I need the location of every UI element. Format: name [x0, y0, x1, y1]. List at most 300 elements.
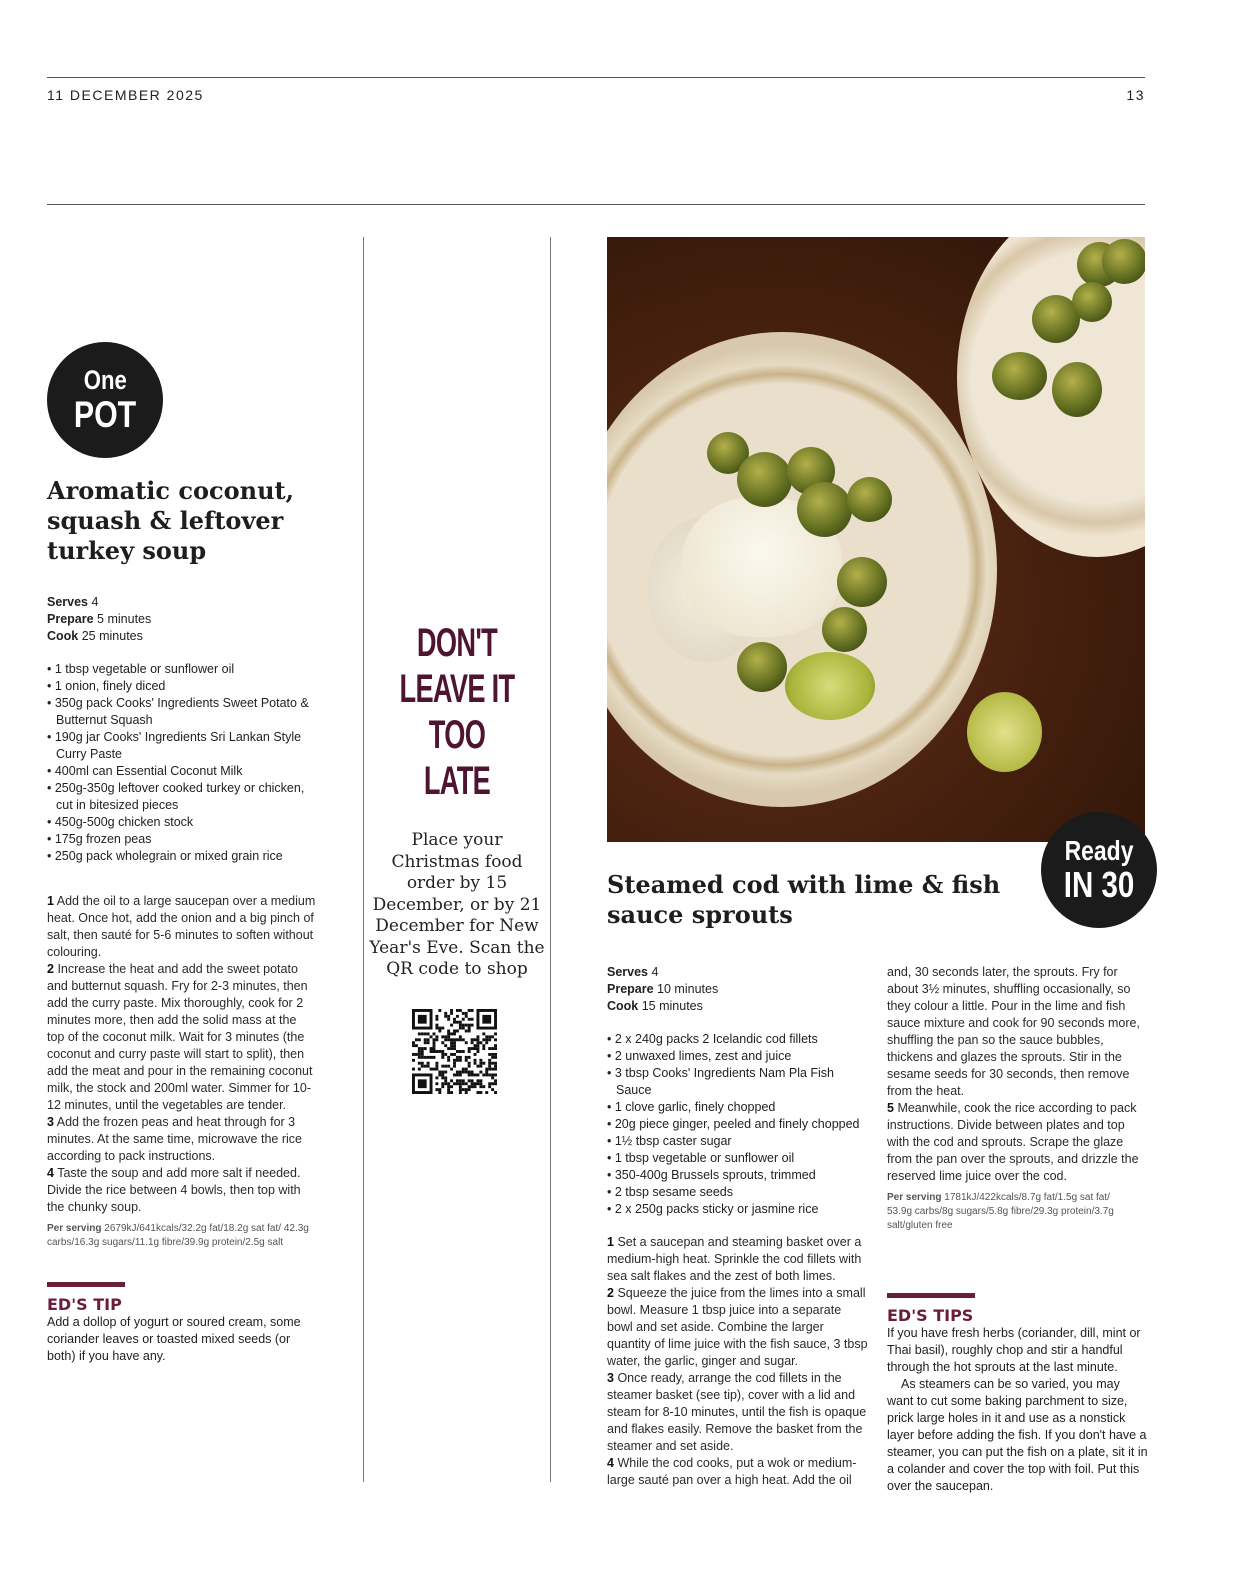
qr-module: [459, 1050, 462, 1053]
qr-module: [488, 1082, 491, 1085]
qr-module: [494, 1047, 497, 1050]
qr-module: [438, 1030, 441, 1033]
qr-module: [450, 1032, 453, 1035]
qr-module: [482, 1073, 485, 1076]
qr-module: [453, 1030, 456, 1033]
qr-module: [444, 1076, 447, 1079]
ingredient-item: • 20g piece ginger, peeled and finely chopped: [607, 1116, 869, 1133]
ingredient-item: • 1 onion, finely diced: [47, 678, 317, 695]
step-text: Set a saucepan and steaming basket over a medium-high heat. Sprinkle the cod fillets with sea salt flakes and the zest of both limes.: [607, 1235, 862, 1283]
ingredient-item: • 400ml can Essential Coconut Milk: [47, 763, 317, 780]
lime-wedge: [785, 652, 875, 720]
qr-module: [415, 1053, 418, 1056]
qr-module: [465, 1030, 468, 1033]
tip-text: As steamers can be so varied, you may want to cut some baking parchment to size, prick large holes in it and use as a nonstick layer before adding the fish. If you don't have a steamer, you can put the fish on a plate, sit it in a colander and cover the top with foil. Put this over the saucepan.: [887, 1377, 1148, 1493]
sprout: [737, 452, 792, 507]
qr-module: [494, 1032, 497, 1035]
issue-date: 11 DECEMBER 2025: [47, 87, 204, 103]
qr-module: [482, 1085, 485, 1088]
qr-module: [444, 1079, 447, 1082]
qr-module: [465, 1068, 468, 1071]
method-step: [607, 1234, 869, 1285]
qr-module: [450, 1038, 453, 1041]
qr-module: [441, 1082, 444, 1085]
tip-heading: ED'S TIP: [47, 1295, 122, 1314]
qr-module: [441, 1085, 444, 1088]
qr-module: [459, 1056, 462, 1059]
qr-module: [474, 1047, 477, 1050]
sprout: [1102, 239, 1145, 284]
promo-heading-line: TOO LATE: [423, 713, 491, 803]
qr-module: [438, 1091, 441, 1094]
nutrition-label: Per serving: [887, 1192, 942, 1203]
qr-module: [453, 1047, 456, 1050]
qr-module: [435, 1027, 438, 1030]
qr-module: [465, 1059, 468, 1062]
qr-module: [468, 1079, 471, 1082]
qr-module: [441, 1035, 444, 1038]
step-text: Increase the heat and add the sweet potato and butternut squash. Fry for 2-3 minutes, then add the curry paste. Mix thoroughly, cook for 2 minutes more, then add the solid mass at the top of the coconut milk. Wait for 3 minutes (the coconut and curry paste will start to split), then add the meat and pour in the remaining coconut milk, the stock and 200ml water. Simmer for 10-12 minutes, until the vegetables are tender.: [47, 962, 313, 1112]
qr-module: [468, 1018, 471, 1021]
qr-module: [447, 1088, 450, 1091]
serves-label: Serves: [607, 965, 649, 979]
qr-module: [485, 1073, 488, 1076]
qr-module: [453, 1038, 456, 1041]
qr-module: [415, 1044, 418, 1047]
qr-module: [465, 1088, 468, 1091]
qr-module: [468, 1050, 471, 1053]
ingredient-item: • 350g pack Cooks' Ingredients Sweet Potato & Butternut Squash: [47, 695, 317, 729]
qr-module: [421, 1056, 424, 1059]
qr-module: [476, 1044, 479, 1047]
qr-module: [462, 1068, 465, 1071]
method-step: [47, 893, 317, 961]
badge-line1: One: [83, 365, 127, 395]
qr-module: [482, 1032, 485, 1035]
ingredient-item: • 175g frozen peas: [47, 831, 317, 848]
header-rule: [47, 204, 1145, 205]
qr-module: [450, 1041, 453, 1044]
qr-module: [459, 1038, 462, 1041]
qr-module: [482, 1062, 485, 1065]
qr-module: [476, 1091, 479, 1094]
qr-module: [476, 1065, 479, 1068]
qr-module: [491, 1047, 494, 1050]
qr-module: [447, 1030, 450, 1033]
qr-module: [447, 1047, 450, 1050]
qr-module: [494, 1073, 497, 1076]
soup-ingredients-list: [47, 661, 317, 865]
badge-line2: IN 30: [1063, 864, 1135, 905]
qr-module: [471, 1082, 474, 1085]
qr-module: [474, 1085, 477, 1088]
qr-module: [462, 1050, 465, 1053]
qr-module: [462, 1082, 465, 1085]
cook-value: 25 minutes: [81, 629, 143, 643]
qr-module: [444, 1082, 447, 1085]
qr-module: [421, 1062, 424, 1065]
qr-module: [488, 1065, 491, 1068]
cod-tip: [887, 1293, 1149, 1495]
promo-heading-line: DON'T: [416, 621, 498, 665]
qr-module: [453, 1021, 456, 1024]
prepare-label: Prepare: [607, 982, 654, 996]
qr-module: [488, 1035, 491, 1038]
ingredient-item: • 1 clove garlic, finely chopped: [607, 1099, 869, 1116]
qr-module: [479, 1065, 482, 1068]
qr-module: [444, 1065, 447, 1068]
qr-module: [456, 1082, 459, 1085]
qr-module: [447, 1018, 450, 1021]
qr-module: [421, 1032, 424, 1035]
qr-module: [456, 1038, 459, 1041]
qr-module: [427, 1032, 430, 1035]
sprout: [822, 607, 867, 652]
sprout: [1052, 362, 1102, 417]
qr-code[interactable]: [412, 1009, 497, 1094]
tip-bar: [887, 1293, 975, 1298]
qr-module: [433, 1047, 436, 1050]
qr-module: [430, 1047, 433, 1050]
qr-module: [479, 1085, 482, 1088]
qr-module: [450, 1079, 453, 1082]
qr-module: [482, 1038, 485, 1041]
qr-module: [471, 1073, 474, 1076]
qr-module: [479, 1041, 482, 1044]
qr-module: [488, 1047, 491, 1050]
qr-module: [465, 1015, 468, 1018]
recipe-photo: [607, 237, 1145, 842]
soup-meta: [47, 594, 317, 645]
qr-module: [412, 1068, 415, 1071]
qr-module: [468, 1030, 471, 1033]
qr-module: [444, 1038, 447, 1041]
qr-module: [479, 1082, 482, 1085]
qr-module: [485, 1068, 488, 1071]
qr-module: [465, 1056, 468, 1059]
qr-module: [450, 1012, 453, 1015]
qr-module: [471, 1041, 474, 1044]
qr-module: [450, 1091, 453, 1094]
ingredient-item: • 250g-350g leftover cooked turkey or chicken, cut in bitesized pieces: [47, 780, 317, 814]
cod-column-2: [887, 964, 1149, 1495]
qr-module: [494, 1044, 497, 1047]
qr-module: [485, 1038, 488, 1041]
qr-module: [453, 1018, 456, 1021]
step-number: 2: [607, 1286, 614, 1300]
qr-module: [444, 1044, 447, 1047]
cod-method-part2: [887, 964, 1149, 1185]
qr-module: [450, 1053, 453, 1056]
qr-module: [471, 1071, 474, 1074]
qr-module: [447, 1082, 450, 1085]
qr-module: [435, 1088, 438, 1091]
qr-module: [465, 1071, 468, 1074]
qr-module: [421, 1065, 424, 1068]
qr-module: [494, 1065, 497, 1068]
soup-tip: [47, 1282, 317, 1365]
qr-module: [494, 1082, 497, 1085]
cook-value: 15 minutes: [641, 999, 703, 1013]
qr-module: [482, 1044, 485, 1047]
qr-module: [474, 1059, 477, 1062]
qr-module: [465, 1082, 468, 1085]
nutrition-text: 1781kJ/422kcals/8.7g fat/1.5g sat fat/ 53.9g carbs/8g sugars/5.8g fibre/29.3g protein/3.7g salt/gluten free: [887, 1192, 1114, 1231]
qr-module: [456, 1059, 459, 1062]
qr-module: [412, 1041, 415, 1044]
qr-module: [456, 1015, 459, 1018]
qr-module: [491, 1056, 494, 1059]
qr-module: [453, 1053, 456, 1056]
promo-block: [368, 620, 546, 981]
qr-module: [471, 1038, 474, 1041]
qr-module: [435, 1062, 438, 1065]
qr-module: [424, 1056, 427, 1059]
serves-value: 4: [91, 595, 99, 609]
promo-heading-line: LEAVE IT: [399, 667, 515, 711]
qr-module: [494, 1062, 497, 1065]
qr-module: [418, 1056, 421, 1059]
qr-module: [441, 1050, 444, 1053]
qr-module: [488, 1062, 491, 1065]
qr-module: [476, 1073, 479, 1076]
qr-module: [418, 1038, 421, 1041]
qr-module: [456, 1021, 459, 1024]
qr-module: [474, 1038, 477, 1041]
qr-module: [415, 1038, 418, 1041]
qr-module: [427, 1056, 430, 1059]
qr-module: [444, 1012, 447, 1015]
cod-recipe-title: Steamed cod with lime & fish sauce sprouts: [607, 870, 1001, 929]
qr-module: [462, 1088, 465, 1091]
column-divider-left: [363, 237, 364, 1482]
qr-module: [476, 1082, 479, 1085]
qr-module: [441, 1053, 444, 1056]
qr-module: [491, 1088, 494, 1091]
qr-module: [476, 1050, 479, 1053]
nutrition-text: 2679kJ/641kcals/32.2g fat/18.2g sat fat/ 42.3g carbs/16.3g sugars/11.1g fibre/39.9g protein/2.5g salt: [47, 1223, 309, 1248]
qr-module: [494, 1038, 497, 1041]
qr-module: [435, 1082, 438, 1085]
step-number: 4: [607, 1456, 614, 1470]
qr-module: [471, 1047, 474, 1050]
sprout: [847, 477, 892, 522]
cod-ingredients-list: [607, 1031, 869, 1218]
sprout: [737, 642, 787, 692]
step-text: Add the oil to a large saucepan over a medium heat. Once hot, add the onion and a big pinch of salt, then sauté for 5-6 minutes to soften without colouring.: [47, 894, 316, 959]
qr-module: [468, 1085, 471, 1088]
qr-module: [471, 1085, 474, 1088]
qr-module: [418, 1032, 421, 1035]
qr-module: [435, 1050, 438, 1053]
qr-module: [459, 1088, 462, 1091]
qr-module: [488, 1059, 491, 1062]
qr-module: [474, 1053, 477, 1056]
qr-module: [435, 1038, 438, 1041]
qr-module: [435, 1068, 438, 1071]
qr-module: [474, 1062, 477, 1065]
qr-module: [491, 1062, 494, 1065]
qr-module: [453, 1044, 456, 1047]
qr-module: [447, 1056, 450, 1059]
qr-module: [450, 1068, 453, 1071]
step-number: 3: [47, 1115, 54, 1129]
qr-module: [479, 1059, 482, 1062]
qr-module: [468, 1009, 471, 1012]
qr-module: [433, 1068, 436, 1071]
qr-module: [441, 1076, 444, 1079]
qr-module: [468, 1065, 471, 1068]
ingredient-item: • 3 tbsp Cooks' Ingredients Nam Pla Fish Sauce: [607, 1065, 869, 1099]
qr-module: [491, 1073, 494, 1076]
method-step: [47, 961, 317, 1114]
qr-module: [456, 1073, 459, 1076]
qr-module: [494, 1091, 497, 1094]
qr-module: [412, 1059, 415, 1062]
qr-module: [441, 1073, 444, 1076]
step-number: 1: [607, 1235, 614, 1249]
qr-module: [468, 1047, 471, 1050]
qr-module: [435, 1018, 438, 1021]
ingredient-item: • 2 x 250g packs sticky or jasmine rice: [607, 1201, 869, 1218]
qr-module: [421, 1050, 424, 1053]
qr-module: [433, 1038, 436, 1041]
qr-module: [424, 1038, 427, 1041]
ingredient-item: • 2 tbsp sesame seeds: [607, 1184, 869, 1201]
qr-module: [438, 1071, 441, 1074]
qr-module: [465, 1024, 468, 1027]
qr-module: [435, 1065, 438, 1068]
qr-module: [447, 1059, 450, 1062]
top-rule: [47, 77, 1145, 78]
method-step: [607, 1285, 869, 1370]
ingredient-item: • 250g pack wholegrain or mixed grain rice: [47, 848, 317, 865]
qr-module: [459, 1082, 462, 1085]
qr-module: [427, 1062, 430, 1065]
sprout: [992, 352, 1047, 400]
qr-module: [441, 1027, 444, 1030]
step-text: Meanwhile, cook the rice according to pack instructions. Divide between plates and top with the cod and sprouts. Scrape the glaze from the pan over the sprouts, and drizzle the reserved lime juice over the cod.: [887, 1101, 1139, 1183]
qr-module: [433, 1032, 436, 1035]
qr-module: [468, 1088, 471, 1091]
soup-nutrition: [47, 1222, 317, 1250]
qr-module: [435, 1024, 438, 1027]
qr-module: [491, 1053, 494, 1056]
qr-module: [438, 1073, 441, 1076]
qr-module: [476, 1079, 479, 1082]
qr-module: [450, 1085, 453, 1088]
prepare-label: Prepare: [47, 612, 94, 626]
qr-module: [476, 1038, 479, 1041]
soup-recipe-title: Aromatic coconut, squash & leftover turkey soup: [47, 476, 294, 565]
qr-module: [479, 1091, 482, 1094]
qr-module: [447, 1085, 450, 1088]
qr-module: [433, 1050, 436, 1053]
lime-half: [967, 692, 1042, 772]
qr-module: [471, 1018, 474, 1021]
step-text: Taste the soup and add more salt if needed. Divide the rice between 4 bowls, then top with the chunky soup.: [47, 1166, 301, 1214]
qr-module: [421, 1047, 424, 1050]
qr-module: [476, 1035, 479, 1038]
qr-module: [438, 1050, 441, 1053]
qr-module: [450, 1024, 453, 1027]
qr-module: [459, 1035, 462, 1038]
qr-module: [491, 1068, 494, 1071]
prepare-value: 10 minutes: [657, 982, 719, 996]
qr-module: [427, 1065, 430, 1068]
qr-module: [427, 1038, 430, 1041]
page-number: 13: [1126, 87, 1145, 103]
qr-module: [485, 1091, 488, 1094]
qr-module: [456, 1009, 459, 1012]
qr-module: [468, 1024, 471, 1027]
qr-module: [459, 1024, 462, 1027]
qr-module: [479, 1062, 482, 1065]
qr-module: [453, 1062, 456, 1065]
badge-line1: Ready: [1064, 835, 1134, 866]
qr-module: [468, 1071, 471, 1074]
qr-module: [453, 1041, 456, 1044]
sprout: [1072, 282, 1112, 322]
qr-module: [438, 1027, 441, 1030]
qr-module: [479, 1079, 482, 1082]
method-step-continued: and, 30 seconds later, the sprouts. Fry for about 3½ minutes, shuffling occasionally, so they colour a little. Pour in the lime and fish sauce mixture and cook for 90 seconds more, shuffling the pan so the sauce bubbles, thickens and glazes the sprouts. Stir in the sesame seeds for 30 seconds, then remove from the heat.: [887, 965, 1140, 1098]
qr-module: [494, 1068, 497, 1071]
tip-bar: [47, 1282, 125, 1287]
qr-module: [435, 1035, 438, 1038]
ingredient-item: • 190g jar Cooks' Ingredients Sri Lankan Style Curry Paste: [47, 729, 317, 763]
qr-module: [485, 1041, 488, 1044]
qr-module: [462, 1038, 465, 1041]
step-number: 3: [607, 1371, 614, 1385]
qr-module: [441, 1041, 444, 1044]
qr-module: [468, 1027, 471, 1030]
qr-module: [447, 1032, 450, 1035]
step-text: Squeeze the juice from the limes into a small bowl. Measure 1 tbsp juice into a separate bowl and set aside. Combine the larger quantity of lime juice with the fish sauce, 3 tbsp water, the garlic, ginger and sugar.: [607, 1286, 868, 1368]
prepare-value: 5 minutes: [97, 612, 152, 626]
qr-module: [474, 1044, 477, 1047]
qr-module: [412, 1044, 415, 1047]
qr-module: [491, 1082, 494, 1085]
qr-module: [433, 1056, 436, 1059]
badge-line2: POT: [73, 394, 137, 435]
qr-module: [453, 1065, 456, 1068]
method-step: [607, 1370, 869, 1455]
qr-module: [453, 1059, 456, 1062]
promo-heading: [396, 620, 517, 804]
qr-module: [456, 1071, 459, 1074]
cod-method-part1: [607, 1234, 869, 1489]
step-text: While the cod cooks, put a wok or medium-large sauté pan over a high heat. Add the oil: [607, 1456, 857, 1487]
qr-module: [424, 1032, 427, 1035]
qr-module: [465, 1041, 468, 1044]
qr-module: [485, 1071, 488, 1074]
ready-in-30-badge: [1041, 812, 1157, 928]
ingredient-item: • 2 unwaxed limes, zest and juice: [607, 1048, 869, 1065]
cod-meta: [607, 964, 869, 1015]
qr-module: [450, 1044, 453, 1047]
one-pot-badge: [47, 342, 163, 458]
nutrition-label: Per serving: [47, 1223, 102, 1234]
qr-module: [459, 1027, 462, 1030]
qr-module: [491, 1076, 494, 1079]
ingredient-item: • 350-400g Brussels sprouts, trimmed: [607, 1167, 869, 1184]
tip-heading: ED'S TIPS: [887, 1306, 974, 1325]
qr-module: [453, 1082, 456, 1085]
qr-module: [418, 1050, 421, 1053]
qr-module: [441, 1071, 444, 1074]
qr-module: [491, 1035, 494, 1038]
